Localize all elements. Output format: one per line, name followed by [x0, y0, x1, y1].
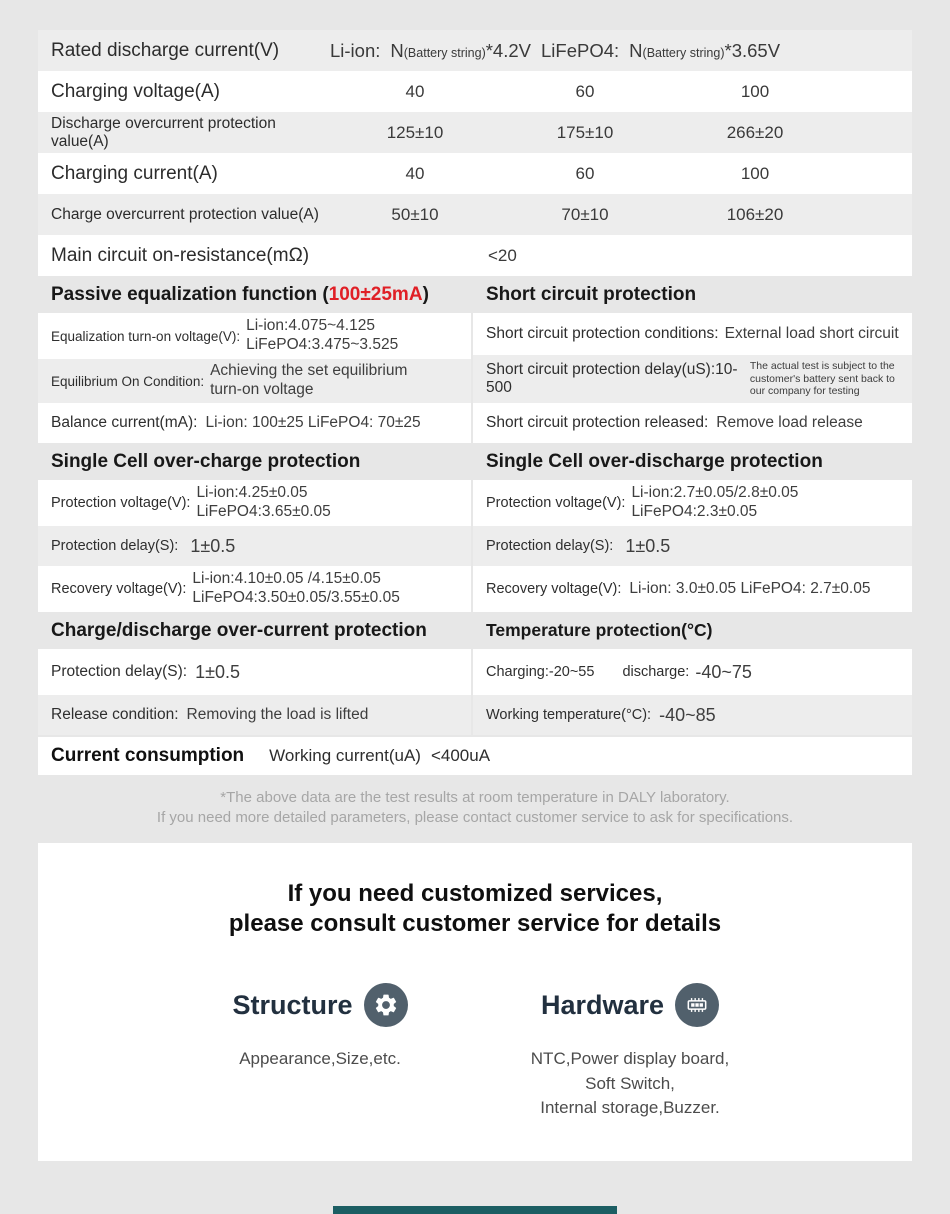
row-value: Achieving the set equilibrium turn-on voltage [210, 362, 408, 398]
row-label: Short circuit protection conditions: [486, 325, 719, 342]
row-short-circuit-released [473, 403, 912, 443]
lifepo4-label: LiFePO4: [541, 39, 620, 61]
liion-battery-string: (Battery string) [403, 45, 486, 60]
charging-range-label: Charging:-20~55 [486, 664, 595, 680]
row-label: Recovery voltage(V): [51, 581, 187, 597]
feature-list [38, 983, 912, 1121]
row-charge-overcurrent-protection [38, 194, 912, 235]
row-recovery-voltage [38, 566, 471, 612]
value-cell: 266±20 [726, 122, 784, 142]
spec-table [38, 30, 912, 276]
row-equilibrium-on-condition [38, 359, 471, 403]
row-label: Working current(uA) [269, 746, 421, 765]
chip-icon [675, 983, 719, 1027]
row-label: Protection delay(S): [51, 663, 188, 680]
feature-description: NTC,Power display board, Soft Switch, Internal storage,Buzzer. [530, 1049, 730, 1118]
row-main-circuit-resistance [38, 235, 912, 276]
row-values [330, 40, 780, 62]
value-cell: 106±20 [726, 204, 784, 224]
row-value: Li-ion:4.25±0.05 LiFePO4:3.65±0.05 [196, 484, 331, 520]
row-value: Li-ion: 100±25 LiFePO4: 70±25 [205, 414, 421, 431]
row-protection-delay [38, 649, 471, 695]
row-short-circuit-delay [473, 355, 912, 403]
row-value: Removing the load is lifted [186, 706, 369, 723]
row-value: <400uA [430, 746, 491, 765]
section-overdischarge-protection [473, 443, 912, 612]
row-label: Rated discharge current(V) [51, 39, 280, 61]
row-value: Li-ion:4.075~4.125 LiFePO4:3.475~3.525 [246, 317, 399, 353]
row-value: -40~85 [659, 704, 716, 725]
value-cell: 40 [405, 81, 425, 101]
row-title: Current consumption [51, 745, 245, 766]
section-title: Temperature protection(°C) [486, 620, 713, 640]
row-protection-voltage [473, 480, 912, 526]
section-passive-equalization [38, 276, 471, 443]
liion-mult: *4.2V [485, 39, 531, 61]
row-rated-discharge-current [38, 30, 912, 71]
value-cell: 60 [575, 163, 595, 183]
row-values [330, 123, 840, 143]
value-cell: <20 [488, 245, 517, 265]
row-protection-delay [38, 526, 471, 566]
value-cell: 175±10 [556, 122, 614, 142]
panel-title [38, 843, 912, 939]
section-pair-overcharge-overdischarge [38, 443, 912, 612]
row-label: Release condition: [51, 706, 179, 723]
feature-heading [530, 983, 730, 1027]
row-working-temperature [473, 695, 912, 735]
row-label: Protection voltage(V): [51, 495, 191, 511]
value-cell: 60 [575, 81, 595, 101]
section-title: Passive equalization function ( 100±25mA ) [51, 283, 429, 305]
row-label: Short circuit protection released: [486, 414, 709, 431]
value-cell: 100 [740, 163, 770, 183]
row-value: Remove load release [716, 414, 863, 431]
section-pair-equalization-shortcircuit [38, 276, 912, 443]
footnote-line-2: If you need more detailed parameters, please contact customer service to ask for specifications. [156, 808, 794, 826]
row-label: Protection delay(S): [486, 538, 614, 554]
section-title: Single Cell over-charge protection [51, 450, 361, 472]
footnote-line-1: *The above data are the test results at room temperature in DALY laboratory. [220, 789, 730, 806]
row-values [330, 205, 840, 225]
section-overcharge-protection [38, 443, 471, 612]
row-label: Short circuit protection delay(uS):10-500 [486, 361, 738, 396]
row-label: Balance current(mA): [51, 414, 198, 431]
row-charging-voltage [38, 71, 912, 112]
lifepo4-battery-string: (Battery string) [642, 45, 725, 60]
row-value: Li-ion:2.7±0.05/2.8±0.05 LiFePO4:2.3±0.05 [631, 484, 799, 520]
row-current-consumption [38, 737, 912, 775]
row-label: Protection delay(S): [51, 538, 179, 554]
row-label: Main circuit on-resistance(mΩ) [51, 244, 310, 266]
test-disclaimer-note: The actual test is subject to the customer's battery sent back to our company for testing [749, 360, 895, 398]
panel-title-line-2: please consult customer service for details [228, 910, 722, 937]
next-section-banner-strip [333, 1206, 617, 1214]
lifepo4-n: N [629, 39, 643, 61]
row-value: External load short circuit [724, 325, 899, 342]
footnote [38, 775, 912, 841]
row-charging-current [38, 153, 912, 194]
row-protection-voltage [38, 480, 471, 526]
row-value: 1±0.5 [625, 535, 671, 556]
row-label: Working temperature(°C): [486, 707, 652, 723]
value-cell: 70±10 [561, 204, 609, 224]
section-pair-overcurrent-temperature [38, 612, 912, 735]
feature-hardware [530, 983, 730, 1121]
row-values [330, 82, 840, 102]
value-cell: 40 [405, 163, 425, 183]
spec-sheet [38, 30, 912, 1161]
section-temperature-protection [473, 612, 912, 735]
value-cell: 50±10 [391, 204, 439, 224]
customized-services-panel [38, 843, 912, 1161]
row-charging-discharge-temperature [473, 649, 912, 695]
row-protection-delay [473, 526, 912, 566]
row-release-condition [38, 695, 471, 735]
row-label: Charge overcurrent protection value(A) [51, 205, 319, 223]
gear-wrench-icon [364, 983, 408, 1027]
feature-name: Hardware [540, 989, 665, 1020]
section-title: Single Cell over-discharge protection [486, 450, 823, 472]
feature-heading [220, 983, 420, 1027]
balance-current-highlight: 100±25mA [328, 283, 423, 305]
row-value: 1±0.5 [195, 661, 241, 682]
row-label: Equalization turn-on voltage(V): [51, 328, 241, 344]
row-value: Li-ion: 3.0±0.05 LiFePO4: 2.7±0.05 [629, 580, 871, 597]
discharge-label: discharge: [622, 664, 690, 680]
row-value: Li-ion:4.10±0.05 /4.15±0.05 LiFePO4:3.50±0.05/3.55±0.05 [192, 570, 400, 606]
value-cell: 100 [740, 81, 770, 101]
row-label: Protection voltage(V): [486, 495, 626, 511]
row-value: 1±0.5 [190, 535, 236, 556]
row-recovery-voltage [473, 566, 912, 612]
feature-name: Structure [232, 989, 353, 1020]
section-title: Charge/discharge over-current protection [51, 619, 427, 641]
liion-n: N [390, 39, 404, 61]
section-overcurrent-protection [38, 612, 471, 735]
panel-title-line-1: If you need customized services, [287, 880, 663, 907]
row-label: Charging current(A) [51, 162, 218, 184]
section-short-circuit [473, 276, 912, 443]
lifepo4-mult: *3.65V [724, 39, 781, 61]
row-label: Discharge overcurrent protection value(A) [51, 114, 276, 150]
row-label: Recovery voltage(V): [486, 581, 622, 597]
row-values [330, 164, 840, 184]
row-discharge-overcurrent-protection [38, 112, 912, 153]
row-short-circuit-conditions [473, 313, 912, 355]
value-cell: 125±10 [386, 122, 444, 142]
row-equalization-turn-on-voltage [38, 313, 471, 359]
discharge-range-value: -40~75 [695, 661, 752, 682]
row-label: Charging voltage(A) [51, 80, 220, 102]
feature-description: Appearance,Size,etc. [239, 1049, 401, 1068]
section-title: Short circuit protection [486, 283, 697, 305]
liion-label: Li-ion: [330, 39, 381, 61]
row-balance-current [38, 403, 471, 443]
row-label: Equilibrium On Condition: [51, 373, 205, 389]
feature-structure [220, 983, 420, 1121]
